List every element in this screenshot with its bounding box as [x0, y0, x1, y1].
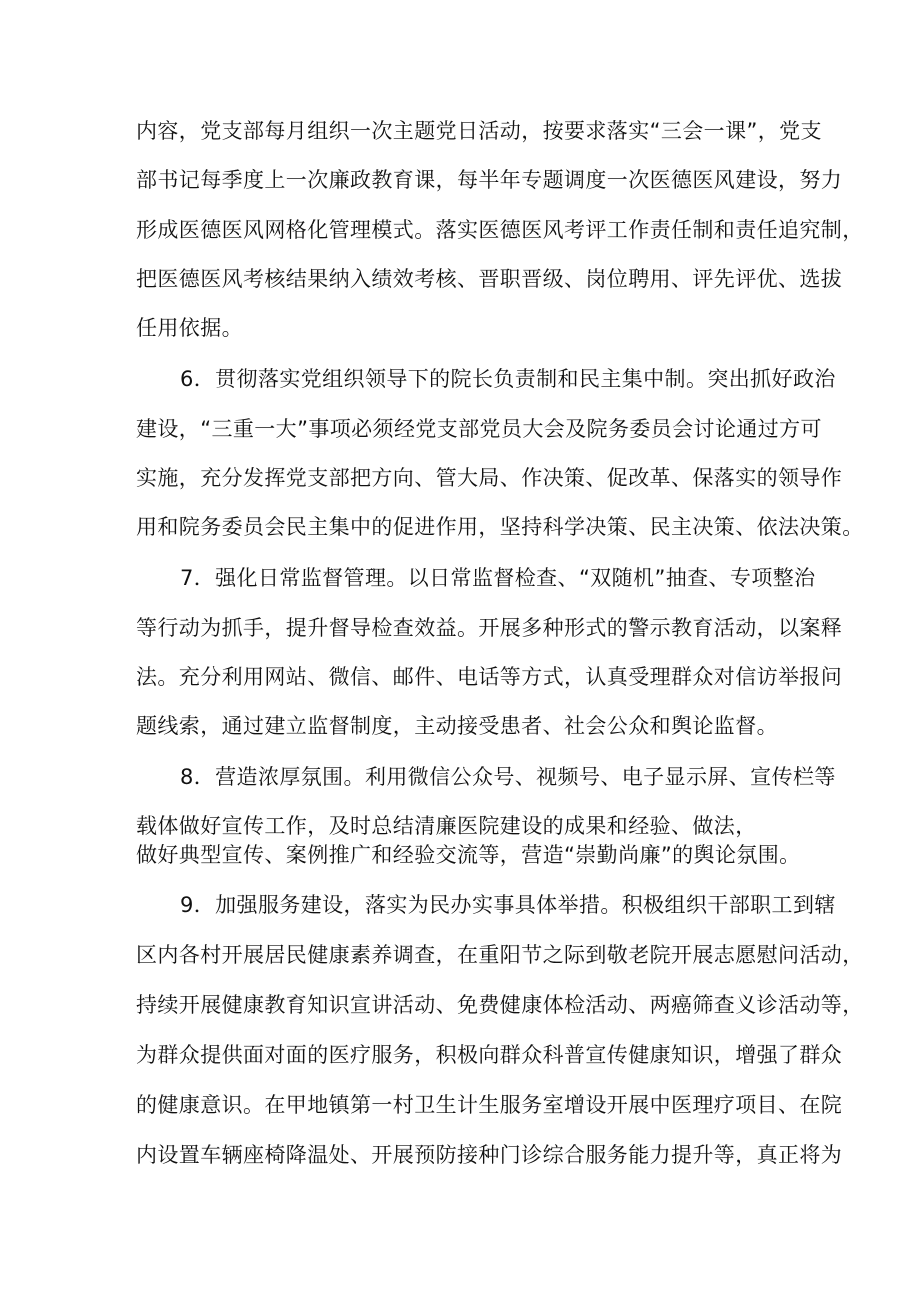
text-line: 等行动为抓手，提升督导检查效益。开展多种形式的警示教育活动，以案释 [136, 616, 843, 640]
text-line: 部书记每季度上一次廉政教育课，每半年专题调度一次医德医风建设，努力 [136, 168, 843, 192]
text-line: 建设，“三重一大”事项必须经党支部党员大会及院务委员会讨论通过方可 [136, 417, 822, 441]
text-line: 持续开展健康教育知识宣讲活动、免费健康体检活动、两癌筛查义诊活动等， [136, 993, 864, 1017]
text-line: 的健康意识。在甲地镇第一村卫生计生服务室增设开展中医理疗项目、在院 [136, 1093, 843, 1117]
text-line: 法。充分利用网站、微信、邮件、电话等方式，认真受理群众对信访举报问 [136, 665, 843, 689]
paragraph-heading-6: 6．贯彻落实党组织领导下的院长负责制和民主集中制。突出抓好政治 [180, 367, 836, 391]
text-line: 内容，党支部每月组织一次主题党日活动，按要求落实“三会一课”，党支 [136, 119, 822, 143]
text-line: 区内各村开展居民健康素养调查，在重阳节之际到敬老院开展志愿慰问活动， [136, 943, 864, 967]
text-line: 为群众提供面对面的医疗服务，积极向群众科普宣传健康知识，增强了群众 [136, 1043, 843, 1067]
text-line: 形成医德医风网格化管理模式。落实医德医风考评工作责任制和责任追究制， [136, 218, 864, 242]
text-line: 内设置车辆座椅降温处、开展预防接种门诊综合服务能力提升等，真正将为 [136, 1143, 843, 1167]
text-line: 把医德医风考核结果纳入绩效考核、晋职晋级、岗位聘用、评先评优、选拔 [136, 267, 843, 291]
text-line: 任用依据。 [136, 316, 243, 340]
text-line: 实施，充分发挥党支部把方向、管大局、作决策、促改革、保落实的领导作 [136, 466, 843, 490]
text-line: 做好典型宣传、案例推广和经验交流等，营造“崇勤尚廉”的舆论氛围。 [136, 843, 801, 867]
text-line: 用和院务委员会民主集中的促进作用，坚持科学决策、民主决策、依法决策。 [136, 515, 864, 539]
text-line: 载体做好宣传工作，及时总结清廉医院建设的成果和经验、做法， [136, 814, 757, 838]
paragraph-heading-7: 7．强化日常监督管理。以日常监督检查、“双随机”抽查、专项整治 [180, 566, 816, 590]
text-line: 题线索，通过建立监督制度，主动接受患者、社会公众和舆论监督。 [136, 714, 778, 738]
paragraph-heading-9: 9．加强服务建设，落实为民办实事具体举措。积极组织干部职工到辖 [180, 893, 836, 917]
paragraph-heading-8: 8．营造浓厚氛围。利用微信公众号、视频号、电子显示屏、宣传栏等 [180, 765, 836, 789]
